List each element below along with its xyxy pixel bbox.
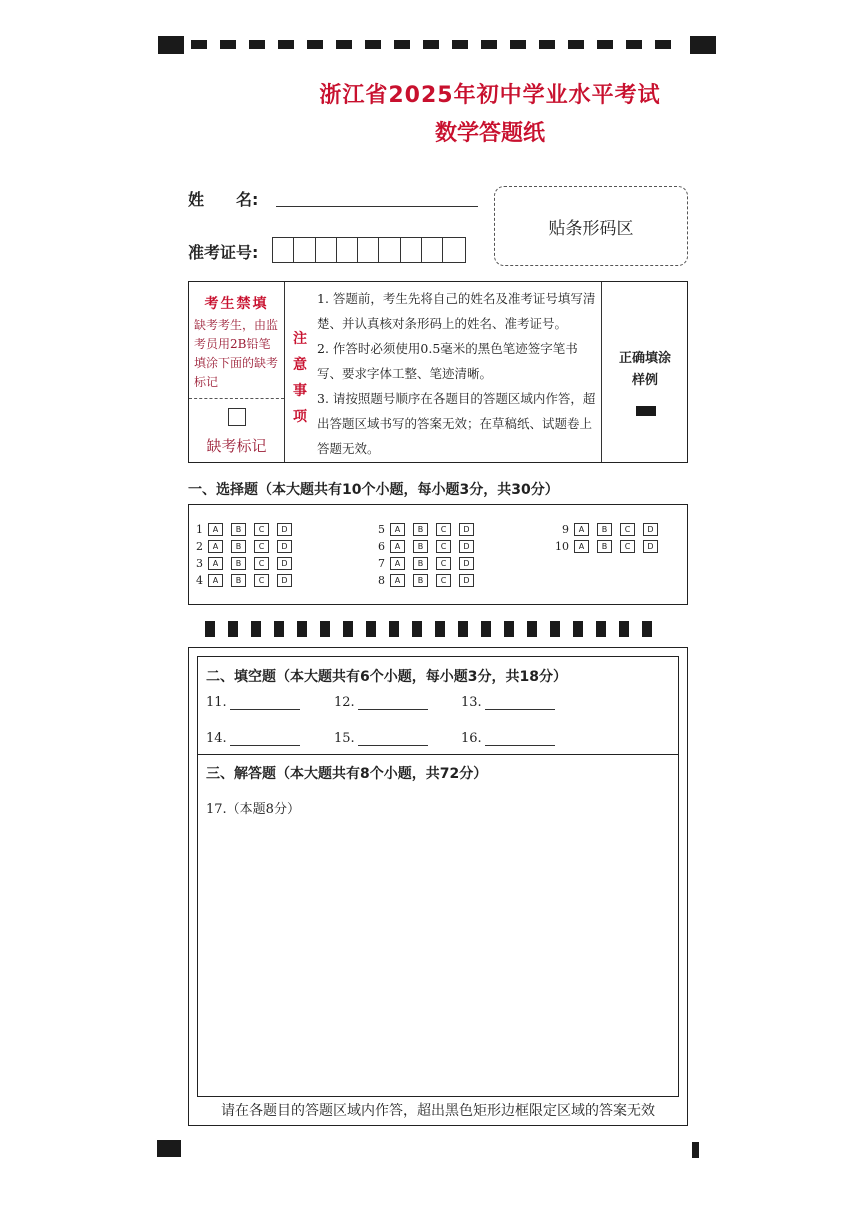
option-a[interactable]: A <box>390 523 405 536</box>
section1-heading: 一、选择题（本大题共有10个小题，每小题3分，共30分） <box>188 482 559 498</box>
question-number: 2 <box>196 539 203 553</box>
name-field[interactable] <box>276 206 478 207</box>
timing-mark <box>366 621 376 637</box>
timing-mark <box>435 621 445 637</box>
timing-mark <box>228 621 238 637</box>
ticket-digit-box[interactable] <box>273 238 294 262</box>
section1-box <box>188 504 688 605</box>
fill-blank[interactable] <box>334 695 428 710</box>
answer-line[interactable] <box>485 695 555 710</box>
question-number: 10 <box>555 539 569 553</box>
blank-number: 12. <box>334 695 355 710</box>
choice-row <box>371 522 482 536</box>
option-b[interactable]: B <box>413 523 428 536</box>
ticket-digit-box[interactable] <box>337 238 358 262</box>
timing-mark <box>336 40 352 49</box>
divider <box>284 282 285 462</box>
question-17-answer-area[interactable] <box>206 822 670 1088</box>
answer-line[interactable] <box>230 731 300 746</box>
option-c[interactable]: C <box>436 557 451 570</box>
rule-item: 2. 作答时必须使用0.5毫米的黑色笔迹签字笔书写、要求字体工整、笔迹清晰。 <box>317 341 578 381</box>
question-number: 7 <box>378 556 385 570</box>
option-a[interactable]: A <box>390 540 405 553</box>
attention-char: 意 <box>293 357 307 373</box>
fill-blank[interactable] <box>461 695 555 710</box>
fill-sample-line1: 正确填涂 <box>618 351 671 366</box>
timing-mark <box>481 621 491 637</box>
question-number: 4 <box>196 573 203 587</box>
absent-title: 考生禁填 <box>204 296 269 312</box>
choice-row <box>371 573 482 587</box>
option-a[interactable]: A <box>390 557 405 570</box>
name-label: 姓 名: <box>188 190 259 209</box>
ticket-number-boxes[interactable] <box>272 237 466 263</box>
timing-mark <box>510 40 526 49</box>
choice-row <box>189 556 300 570</box>
question-number: 1 <box>196 522 203 536</box>
timing-mark <box>274 621 284 637</box>
timing-mark <box>504 621 514 637</box>
option-d[interactable]: D <box>277 523 292 536</box>
blank-number: 16. <box>461 731 482 746</box>
question-number: 6 <box>378 539 385 553</box>
option-c[interactable]: C <box>254 557 269 570</box>
question-number: 3 <box>196 556 203 570</box>
timing-mark <box>205 621 215 637</box>
ticket-digit-box[interactable] <box>294 238 315 262</box>
option-d[interactable]: D <box>643 540 658 553</box>
option-b[interactable]: B <box>597 523 612 536</box>
top-timing-marks <box>158 36 716 54</box>
choice-row <box>371 539 482 553</box>
fill-blank[interactable] <box>206 695 300 710</box>
barcode-area: 贴条形码区 <box>494 186 688 266</box>
option-d[interactable]: D <box>459 540 474 553</box>
option-d[interactable]: D <box>643 523 658 536</box>
choice-row <box>555 522 666 536</box>
timing-mark <box>412 621 422 637</box>
footer-note: 请在各题目的答题区域内作答，超出黑色矩形边框限定区域的答案无效 <box>221 1103 655 1119</box>
rule-item: 1. 答题前，考生先将自己的姓名及准考证号填写清楚、并认真核对条形码上的姓名、准考证号。 <box>317 291 596 331</box>
section2-heading: 二、填空题（本大题共有6个小题，每小题3分，共18分） <box>206 669 567 685</box>
option-c[interactable]: C <box>436 540 451 553</box>
ticket-digit-box[interactable] <box>316 238 337 262</box>
ticket-digit-box[interactable] <box>358 238 379 262</box>
timing-mark <box>596 621 606 637</box>
absent-mark-label: 缺考标记 <box>206 437 267 455</box>
option-b[interactable]: B <box>413 574 428 587</box>
answer-line[interactable] <box>485 731 555 746</box>
timing-mark <box>423 40 439 49</box>
timing-mark <box>690 36 716 54</box>
option-b[interactable]: B <box>597 540 612 553</box>
option-a[interactable]: A <box>390 574 405 587</box>
filled-sample-mark <box>636 406 656 416</box>
timing-mark <box>158 36 184 54</box>
timing-mark <box>191 40 207 49</box>
sheet-title: 数学答题纸 <box>434 121 545 146</box>
ticket-digit-box[interactable] <box>401 238 422 262</box>
divider <box>198 754 678 755</box>
option-c[interactable]: C <box>254 574 269 587</box>
timing-mark <box>642 621 652 637</box>
section3-heading: 三、解答题（本大题共有8个小题，共72分） <box>206 766 488 782</box>
option-c[interactable]: C <box>620 523 635 536</box>
answer-inner-frame <box>197 656 679 1097</box>
attention-char: 注 <box>293 331 307 347</box>
option-c[interactable]: C <box>436 523 451 536</box>
option-b[interactable]: B <box>413 557 428 570</box>
blank-number: 11. <box>206 695 227 710</box>
choice-row <box>371 556 482 570</box>
blank-number: 14. <box>206 731 227 746</box>
question-number: 5 <box>378 522 385 536</box>
timing-mark <box>452 40 468 49</box>
option-b[interactable]: B <box>231 574 246 587</box>
option-d[interactable]: D <box>277 540 292 553</box>
attention-char: 项 <box>293 409 307 425</box>
option-c[interactable]: C <box>254 523 269 536</box>
timing-mark <box>297 621 307 637</box>
timing-mark <box>251 621 261 637</box>
ticket-digit-box[interactable] <box>422 238 443 262</box>
corner-mark <box>157 1140 181 1157</box>
timing-mark <box>365 40 381 49</box>
blank-number: 15. <box>334 731 355 746</box>
fill-sample-line2: 样例 <box>631 373 658 388</box>
timing-mark <box>568 40 584 49</box>
timing-mark <box>527 621 537 637</box>
question-number: 9 <box>562 522 569 536</box>
fill-blank[interactable] <box>334 731 428 746</box>
choice-row <box>189 573 300 587</box>
attention-label <box>290 326 310 430</box>
timing-mark <box>539 40 555 49</box>
choice-row <box>555 539 666 553</box>
timing-mark <box>343 621 353 637</box>
question-number: 8 <box>378 573 385 587</box>
timing-mark <box>320 621 330 637</box>
timing-mark <box>249 40 265 49</box>
option-a[interactable]: A <box>208 523 223 536</box>
question-17-label: 17.（本题8分） <box>206 802 300 817</box>
ticket-number-label: 准考证号: <box>188 243 259 262</box>
option-c[interactable]: C <box>254 540 269 553</box>
timing-mark <box>394 40 410 49</box>
ticket-digit-box[interactable] <box>379 238 400 262</box>
answer-line[interactable] <box>358 695 428 710</box>
option-c[interactable]: C <box>620 540 635 553</box>
absent-description: 缺考考生，由监考员用2B铅笔填涂下面的缺考标记 <box>194 318 279 389</box>
option-b[interactable]: B <box>231 557 246 570</box>
option-d[interactable]: D <box>277 557 292 570</box>
option-d[interactable]: D <box>459 557 474 570</box>
notice-box <box>188 281 688 463</box>
timing-mark <box>278 40 294 49</box>
timing-mark <box>619 621 629 637</box>
option-a[interactable]: A <box>208 557 223 570</box>
timing-mark <box>220 40 236 49</box>
ticket-digit-box[interactable] <box>443 238 464 262</box>
answer-line[interactable] <box>358 731 428 746</box>
timing-mark <box>458 621 468 637</box>
option-a[interactable]: A <box>208 540 223 553</box>
blank-number: 13. <box>461 695 482 710</box>
choice-row <box>189 539 300 553</box>
exam-title: 浙江省2025年初中学业水平考试 <box>319 83 661 108</box>
option-b[interactable]: B <box>231 523 246 536</box>
fill-blank[interactable] <box>461 731 555 746</box>
corner-mark <box>692 1142 699 1158</box>
option-a[interactable]: A <box>574 523 589 536</box>
option-b[interactable]: B <box>231 540 246 553</box>
middle-timing-marks <box>205 621 660 637</box>
absent-mark-checkbox[interactable] <box>228 408 246 426</box>
timing-mark <box>307 40 323 49</box>
attention-char: 事 <box>293 383 307 399</box>
timing-mark <box>389 621 399 637</box>
timing-mark <box>550 621 560 637</box>
timing-mark <box>655 40 671 49</box>
option-c[interactable]: C <box>436 574 451 587</box>
timing-mark <box>573 621 583 637</box>
rules-list <box>317 286 597 461</box>
option-b[interactable]: B <box>413 540 428 553</box>
divider <box>189 398 284 399</box>
option-a[interactable]: A <box>574 540 589 553</box>
option-d[interactable]: D <box>459 574 474 587</box>
answer-line[interactable] <box>230 695 300 710</box>
fill-sample <box>602 348 688 392</box>
rule-item: 3. 请按照题号顺序在各题目的答题区域内作答，超出答题区域书写的答案无效；在草稿纸、试题卷上答题无效。 <box>317 391 596 456</box>
option-a[interactable]: A <box>208 574 223 587</box>
option-d[interactable]: D <box>277 574 292 587</box>
timing-mark <box>626 40 642 49</box>
timing-mark <box>481 40 497 49</box>
choice-row <box>189 522 300 536</box>
timing-mark <box>597 40 613 49</box>
fill-blank[interactable] <box>206 731 300 746</box>
option-d[interactable]: D <box>459 523 474 536</box>
